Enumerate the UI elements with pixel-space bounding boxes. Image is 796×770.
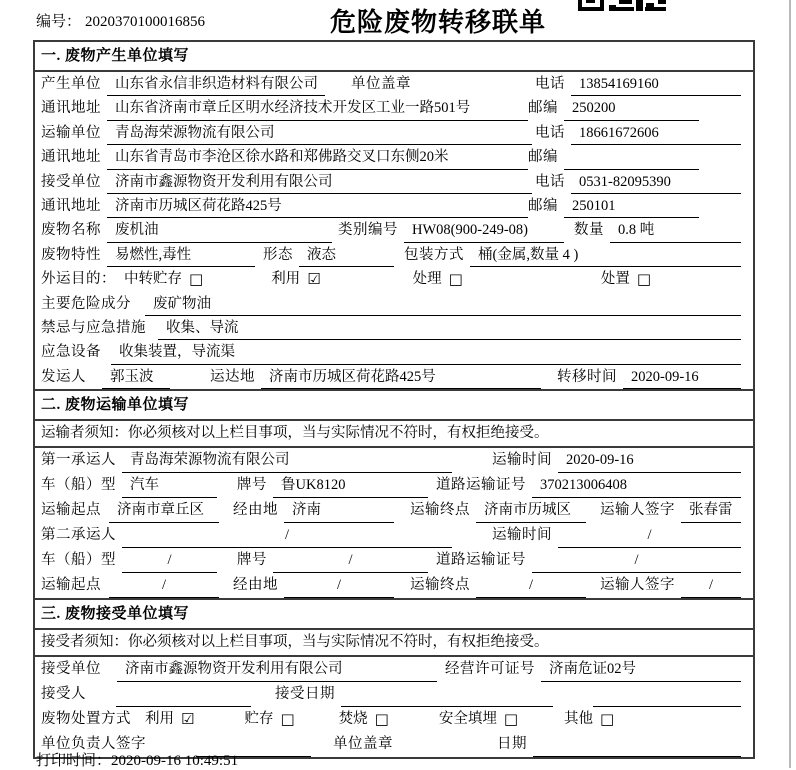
road-permit-label: 道路运输证号 xyxy=(436,552,526,569)
purpose-option-dispose xyxy=(601,267,651,291)
second-carrier-label: 第二承运人 xyxy=(41,527,116,544)
checkbox-unchecked-icon: □ xyxy=(189,270,204,289)
doc-number-label: 编号： xyxy=(36,14,82,30)
checkbox-unchecked-icon: □ xyxy=(448,270,463,289)
receiver-unit-value: 济南市鑫源物资开发利用有限公司 xyxy=(107,170,532,194)
transporter-unit-value: 青岛海荣源物流有限公司 xyxy=(107,121,532,145)
date-label: 日期 xyxy=(497,736,527,753)
zip-label: 邮编 xyxy=(528,149,558,166)
disposal-option-utilize xyxy=(145,707,194,732)
transporter-zip-value xyxy=(564,145,699,169)
plate2-value: / xyxy=(273,548,428,573)
transporter-unit-row xyxy=(35,121,753,145)
section2-header: 二. 废物运输单位填写 xyxy=(35,389,753,421)
transporter-address-value: 山东省青岛市李沧区徐水路和郑佛路交叉口东侧20米 xyxy=(107,145,528,169)
purpose-option-transfer-storage xyxy=(124,267,203,291)
origin-label: 运输起点 xyxy=(41,502,101,519)
qr-code-fragment-icon xyxy=(578,0,666,11)
transporter-phone-group xyxy=(535,121,741,145)
waste-character-row xyxy=(35,243,753,267)
producer-phone-value: 13854169160 xyxy=(571,72,741,96)
disposal-option-storage xyxy=(244,707,294,732)
receiver-phone-group xyxy=(535,170,741,194)
shipper-value: 郭玉波 xyxy=(102,365,170,389)
accepting-unit-label: 接受单位 xyxy=(41,661,101,678)
vehicle-type-label: 车（船）型 xyxy=(41,477,116,494)
form-title: 危险废物转移联单 xyxy=(330,8,547,37)
packing-label: 包装方式 xyxy=(404,246,464,263)
hazard-component-label: 主要危险成分 xyxy=(41,295,131,312)
producer-phone-group xyxy=(535,72,741,96)
zip-label: 邮编 xyxy=(528,100,558,117)
manifest-form xyxy=(33,40,755,759)
first-carrier-value: 青岛海荣源物流有限公司 xyxy=(122,448,452,473)
shipper-label: 发运人 xyxy=(41,368,86,385)
checkbox-unchecked-icon: □ xyxy=(280,710,295,729)
via1-value: 济南 xyxy=(284,498,394,523)
address-label: 通讯地址 xyxy=(41,100,101,117)
producer-address-value: 山东省济南市章丘区明水经济技术开发区工业一路501号 xyxy=(107,96,528,120)
plate1-value: 鲁UK8120 xyxy=(273,473,428,498)
phone-label: 电话 xyxy=(535,76,565,92)
transport-purpose-row xyxy=(35,267,753,291)
zip-label: 邮编 xyxy=(528,197,558,214)
phone-label: 电话 xyxy=(535,173,565,190)
purpose-option-treat xyxy=(413,267,463,291)
via-label: 经由地 xyxy=(233,502,278,519)
checkbox-unchecked-icon: □ xyxy=(503,710,519,729)
print-time-label: 打印时间： xyxy=(36,753,112,769)
business-permit-value: 济南危证02号 xyxy=(541,657,741,682)
transport-purpose-label: 外运目的： xyxy=(41,271,116,288)
emergency-equipment-row xyxy=(35,340,753,364)
receiver-address-row xyxy=(35,194,753,218)
disposal-option-other xyxy=(564,707,614,732)
carrier-sign-label: 运输人签字 xyxy=(600,502,675,519)
shipper-row xyxy=(35,365,753,389)
second-carrier-time-value: / xyxy=(558,523,741,548)
chief-signature-label: 单位负责人签字 xyxy=(41,736,146,753)
first-carrier-row xyxy=(35,448,753,473)
waste-name-row xyxy=(35,218,753,242)
transfer-time-label: 转移时间 xyxy=(557,368,617,385)
waste-character-value: 易燃性,毒性 xyxy=(107,243,255,267)
receiver-unit-label: 接受单位 xyxy=(41,173,101,190)
second-carrier-value: / xyxy=(122,523,452,548)
category-code-label: 类别编号 xyxy=(338,222,398,239)
section3-header: 三. 废物接受单位填写 xyxy=(35,598,753,630)
origin1-value: 济南市章丘区 xyxy=(109,498,219,523)
checkbox-checked-icon: ☑ xyxy=(307,270,321,289)
route2-row xyxy=(35,573,753,598)
destination-label: 运达地 xyxy=(210,368,255,385)
end-label: 运输终点 xyxy=(410,502,470,519)
print-time xyxy=(36,749,238,770)
transport-time-label: 运输时间 xyxy=(492,452,552,469)
business-permit-label: 经营许可证号 xyxy=(445,661,535,678)
end-label: 运输终点 xyxy=(410,577,470,594)
plate-label: 牌号 xyxy=(237,477,267,494)
vehicle2-type-value: / xyxy=(122,548,217,573)
waste-name-label: 废物名称 xyxy=(41,222,101,239)
vehicle2-row xyxy=(35,548,753,573)
disposal-option-incinerate xyxy=(339,707,389,732)
carrier-sign-label: 运输人签字 xyxy=(600,577,675,594)
producer-unit-label: 产生单位 xyxy=(41,76,101,92)
page-right-edge-line xyxy=(789,0,791,768)
phone-label: 电话 xyxy=(535,124,565,141)
origin2-value: / xyxy=(109,573,219,598)
emergency-equipment-label: 应急设备 xyxy=(41,344,101,361)
option-label: 利用 xyxy=(271,271,301,288)
accept-date-label: 接受日期 xyxy=(275,686,335,703)
signed-qty-value xyxy=(593,682,741,707)
waste-character-label: 废物特性 xyxy=(41,246,101,263)
producer-address-row xyxy=(35,96,753,120)
vehicle1-row xyxy=(35,473,753,498)
option-label: 利用 xyxy=(145,711,174,728)
checkbox-unchecked-icon: □ xyxy=(600,710,615,729)
transporter-zip-group xyxy=(528,145,699,169)
hazard-component-row xyxy=(35,292,753,316)
section2-body xyxy=(35,421,753,598)
recipient-row xyxy=(35,682,753,707)
receiver-zip-group xyxy=(528,194,699,218)
first-carrier-label: 第一承运人 xyxy=(41,452,116,469)
producer-zip-value: 250200 xyxy=(564,96,699,120)
option-label: 中转贮存 xyxy=(124,271,182,288)
option-label: 其他 xyxy=(564,711,594,728)
taboo-measures-value: 收集、导流 xyxy=(158,316,741,340)
date-value xyxy=(533,732,741,757)
disposal-method-row xyxy=(35,707,753,732)
second-carrier-row xyxy=(35,523,753,548)
address-label: 通讯地址 xyxy=(41,197,101,214)
carrier-sign2-value: / xyxy=(681,573,741,598)
emergency-equipment-value: 收集装置，导流渠 xyxy=(111,340,741,364)
receiver-unit-row xyxy=(35,170,753,194)
quantity-value: 0.8 吨 xyxy=(610,218,741,242)
producer-unit-value: 山东省永信非织造材料有限公司 xyxy=(107,72,325,96)
disposal-option-landfill xyxy=(439,707,518,732)
unit-seal-label: 单位盖章 xyxy=(333,736,393,753)
section3-body xyxy=(35,630,753,757)
via2-value: / xyxy=(284,573,394,598)
print-time-value: 2020-09-16 10:49:51 xyxy=(111,753,239,769)
road-permit-label: 道路运输证号 xyxy=(436,477,526,494)
category-code-value: HW08(900-249-08) xyxy=(404,218,564,242)
option-label: 处理 xyxy=(412,271,442,288)
option-label: 处置 xyxy=(600,271,630,288)
transporter-unit-label: 运输单位 xyxy=(41,124,101,141)
route1-row xyxy=(35,498,753,523)
hazard-component-value: 废矿物油 xyxy=(145,292,741,316)
unit-seal-label: 单位盖章 xyxy=(351,76,411,92)
recipient-label: 接受人 xyxy=(41,686,86,703)
recipient-value xyxy=(116,682,251,707)
checkbox-unchecked-icon: □ xyxy=(374,710,389,729)
transfer-time-value: 2020-09-16 xyxy=(623,365,741,389)
receiver-phone-value: 0531-82095390 xyxy=(571,170,741,194)
form-state-value: 液态 xyxy=(299,243,394,267)
producer-zip-group xyxy=(528,96,699,120)
transporter-phone-value: 18661672606 xyxy=(571,121,741,145)
transport-time-label: 运输时间 xyxy=(492,527,552,544)
waste-name-value: 废机油 xyxy=(107,218,332,242)
first-carrier-time-value: 2020-09-16 xyxy=(558,448,741,473)
producer-unit-row xyxy=(35,72,753,96)
via-label: 经由地 xyxy=(233,577,278,594)
taboo-measures-row xyxy=(35,316,753,340)
road-permit2-value: / xyxy=(532,548,741,573)
option-label: 贮存 xyxy=(244,711,274,728)
carrier-sign1-value: 张春雷 xyxy=(681,498,741,523)
purpose-option-utilize xyxy=(271,267,320,291)
end2-value: / xyxy=(476,573,586,598)
option-label: 焚烧 xyxy=(338,711,368,728)
vehicle-type-label: 车（船）型 xyxy=(41,552,116,569)
doc-number-value: 2020370100016856 xyxy=(85,14,206,30)
origin-label: 运输起点 xyxy=(41,577,101,594)
address-label: 通讯地址 xyxy=(41,149,101,166)
checkbox-checked-icon: ☑ xyxy=(181,710,195,729)
accepting-unit-row xyxy=(35,657,753,682)
transporter-address-row xyxy=(35,145,753,169)
transporter-notice: 运输者须知：你必须核对以上栏目事项，当与实际情况不符时，有权拒绝接受。 xyxy=(35,421,753,448)
receiver-notice: 接受者须知：你必须核对以上栏目事项，当与实际情况不符时，有权拒绝接受。 xyxy=(35,630,753,657)
accepting-unit-value: 济南市鑫源物资开发利用有限公司 xyxy=(117,657,437,682)
taboo-measures-label: 禁忌与应急措施 xyxy=(41,319,146,336)
vehicle1-type-value: 汽车 xyxy=(122,473,217,498)
checkbox-unchecked-icon: □ xyxy=(636,270,652,289)
plate-label: 牌号 xyxy=(237,552,267,569)
quantity-label: 数量 xyxy=(574,222,604,239)
receiver-zip-value: 250101 xyxy=(564,194,699,218)
section1-header: 一. 废物产生单位填写 xyxy=(35,42,753,72)
road-permit1-value: 370213006408 xyxy=(532,473,741,498)
disposal-method-label: 废物处置方式 xyxy=(41,711,131,728)
section1-body xyxy=(35,72,753,389)
form-state-label: 形态 xyxy=(263,246,293,263)
end1-value: 济南市历城区 xyxy=(476,498,586,523)
destination-value: 济南市历城区荷花路425号 xyxy=(261,365,541,389)
doc-number xyxy=(36,10,205,31)
option-label: 安全填埋 xyxy=(438,711,497,728)
accept-date-value xyxy=(341,682,553,707)
receiver-address-value: 济南市历城区荷花路425号 xyxy=(107,194,528,218)
packing-value: 桶(金属,数量 4 ) xyxy=(470,243,741,267)
